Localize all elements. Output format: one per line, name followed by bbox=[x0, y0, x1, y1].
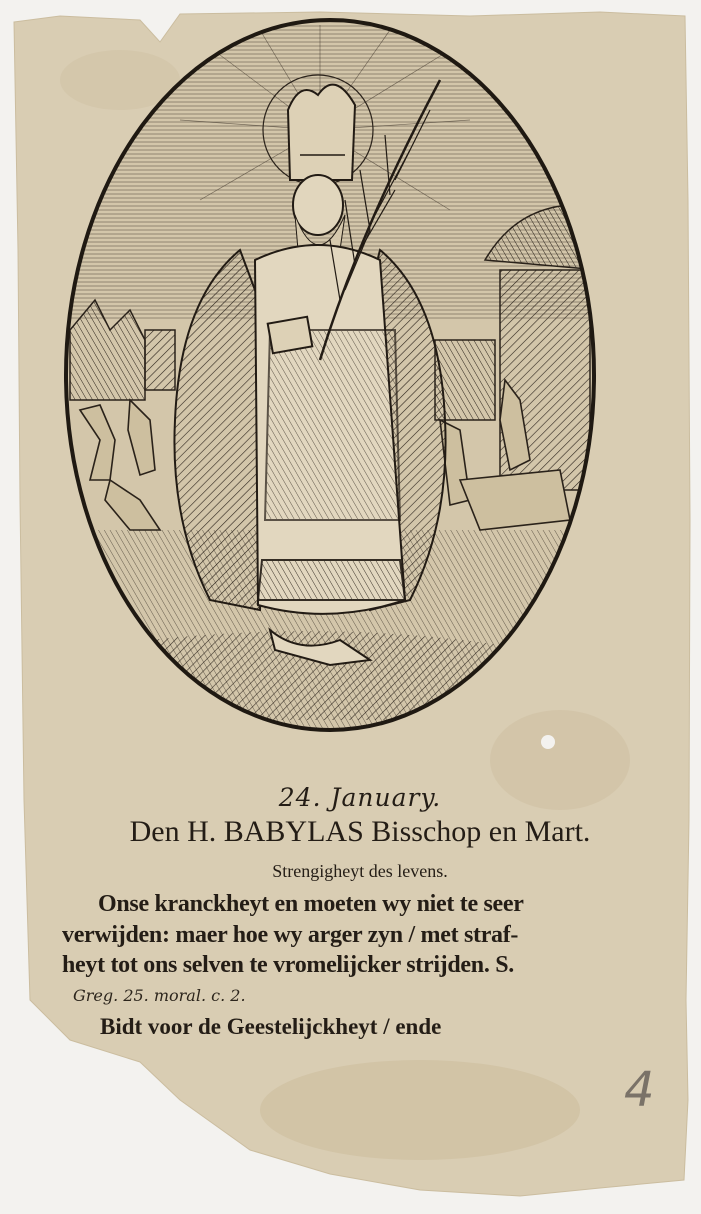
body-line: verwijden: maer hoe wy arger zyn / met straf- bbox=[62, 922, 519, 948]
pencil-annotation: 4 bbox=[624, 1062, 655, 1118]
virtue-subtitle: Strengigheyt des levens. bbox=[272, 861, 448, 881]
body-line: heyt tot ons selven te vromelijcker strijden. S. bbox=[62, 952, 514, 978]
saint-title: Den H. BABYLAS Bisschop en Mart. bbox=[129, 815, 591, 848]
feast-date: 24. January. bbox=[278, 783, 442, 812]
body-line: Onse kranckheyt en moeten wy niet te seer bbox=[98, 891, 524, 917]
prayer-line: Bidt voor de Geestelijckheyt / ende bbox=[100, 1014, 442, 1039]
scripture-reference: Greg. 25. moral. c. 2. bbox=[73, 986, 246, 1005]
